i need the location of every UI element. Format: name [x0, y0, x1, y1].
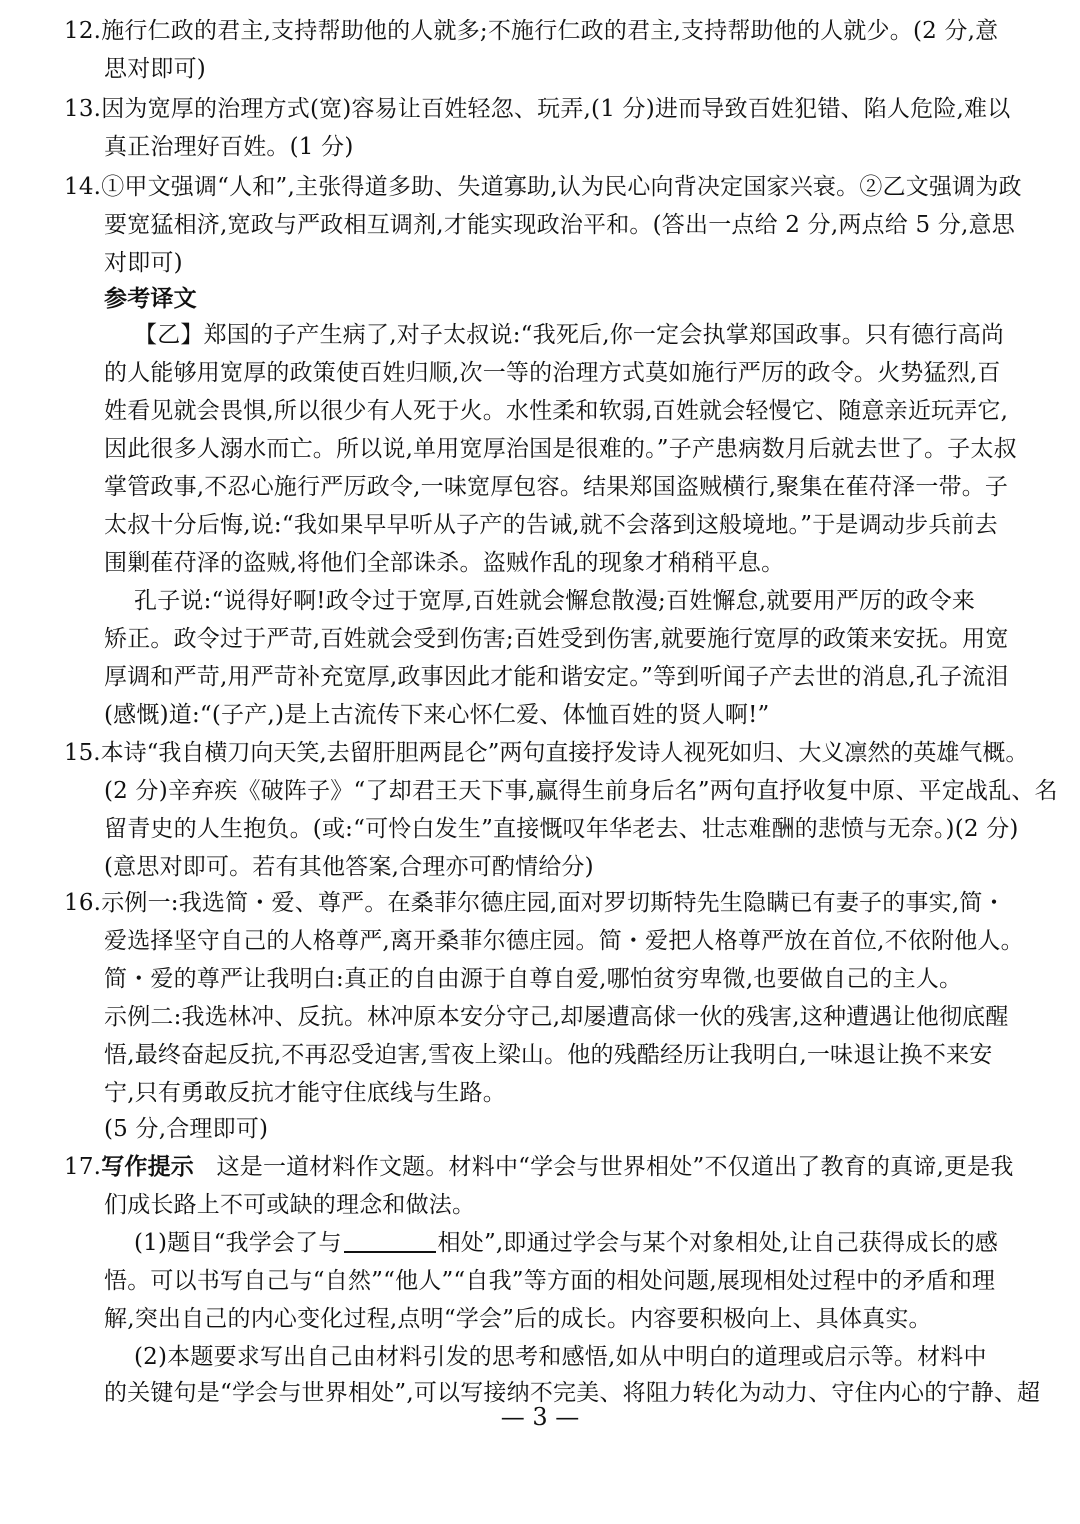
q16-number: 16.: [64, 890, 102, 916]
q17-number: 17.: [64, 1154, 102, 1180]
q16-line-3: 简・爱的尊严让我明白:真正的自由源于自尊自爱,哪怕贫穷卑微,也要做自己的主人。: [104, 966, 963, 992]
q17-line-1: 17.写作提示 这是一道材料作文题。材料中“学会与世界相处”不仅道出了教育的真谛,更是我: [64, 1150, 1072, 1184]
q12-line-2: 思对即可): [104, 56, 206, 82]
translation-p1-line-3: 姓看见就会畏惧,所以很少有人死于火。水性柔和软弱,百姓就会轻慢它、随意亲近玩弄它,: [104, 398, 1009, 424]
fill-in-blank: [344, 1231, 436, 1253]
q17-line-2: 们成长路上不可或缺的理念和做法。: [104, 1192, 476, 1218]
translation-p1-line-2: 的人能够用宽厚的政策使百姓归顺,次一等的治理方式莫如施行严厉的政令。火势猛烈,百: [104, 360, 1001, 386]
q16-line-1: 16.示例一:我选简・爱、尊严。在桑菲尔德庄园,面对罗切斯特先生隐瞒已有妻子的事实,简・: [64, 886, 1072, 920]
q15-line-4: (意思对即可。若有其他答案,合理亦可酌情给分): [104, 854, 594, 880]
q14-number: 14.: [64, 174, 102, 200]
q16-line-5: 悟,最终奋起反抗,不再忍受迫害,雪夜上梁山。他的残酷经历让我明白,一味退让换不来安: [104, 1042, 993, 1068]
translation-p2-line-1: 孔子说:“说得好啊!政令过于宽厚,百姓就会懈怠散漫;百姓懈怠,就要用严厉的政令来: [134, 588, 976, 614]
q15-line-3: 留青史的人生抱负。(或:“可怜白发生”直接慨叹年华老去、壮志难酬的悲愤与无奈。)(2 分): [104, 816, 1019, 842]
q14-line-3: 对即可): [104, 250, 183, 276]
q17-p2-line-1: (2)本题要求写出自己由材料引发的思考和感悟,如从中明白的道理或启示等。材料中: [134, 1344, 987, 1370]
page-number: — 3 —: [500, 1403, 580, 1431]
q16-line-6: 宁,只有勇敢反抗才能守住底线与生路。: [104, 1080, 506, 1106]
q16-line-2: 爱选择坚守自己的人格尊严,离开桑菲尔德庄园。简・爱把人格尊严放在首位,不依附他人。: [104, 928, 1024, 954]
q14-line-1: 14.①甲文强调“人和”,主张得道多助、失道寡助,认为民心向背决定国家兴衰。②乙文强调为政: [64, 170, 1072, 204]
q15-line-2: (2 分)辛弃疾《破阵子》“了却君王天下事,赢得生前身后名”两句直抒收复中原、平定战乱、名: [104, 778, 1058, 804]
translation-p2-line-3: 厚调和严苛,用严苛补充宽厚,政事因此才能和谐安定。”等到听闻子产去世的消息,孔子流泪: [104, 664, 1009, 690]
q14-line-2: 要宽猛相济,宽政与严政相互调剂,才能实现政治平和。(答出一点给 2 分,两点给 5 分,意思: [104, 212, 1015, 238]
q17-label: 写作提示: [101, 1154, 194, 1180]
q17-p1-line-3: 解,突出自己的内心变化过程,点明“学会”后的成长。内容要积极向上、具体真实。: [104, 1306, 932, 1332]
q16-line-4: 示例二:我选林冲、反抗。林冲原本安分守己,却屡遭高俅一伙的残害,这种遭遇让他彻底醒: [104, 1004, 1009, 1030]
translation-p1-line-7: 围剿萑苻泽的盗贼,将他们全部诛杀。盗贼作乱的现象才稍稍平息。: [104, 550, 785, 576]
translation-p1-line-5: 掌管政事,不忍心施行严厉政令,一味宽厚包容。结果郑国盗贼横行,聚集在萑苻泽一带。子: [104, 474, 1009, 500]
q16-line-7: (5 分,合理即可): [104, 1116, 269, 1142]
q12-line-1: 12.施行仁政的君主,支持帮助他的人就多;不施行仁政的君主,支持帮助他的人就少。(2 分,意: [64, 14, 1072, 48]
translation-p1-line-1: 【乙】郑国的子产生病了,对子太叔说:“我死后,你一定会执掌郑国政事。只有德行高尚: [134, 322, 1005, 348]
q15-number: 15.: [64, 740, 101, 766]
q15-line-1: 15.本诗“我自横刀向天笑,去留肝胆两昆仑”两句直接抒发诗人视死如归、大义凛然的英雄气概。: [64, 736, 1072, 770]
q13-line-1: 13.因为宽厚的治理方式(宽)容易让百姓轻忽、玩弄,(1 分)进而导致百姓犯错、陷人危险,难以: [64, 92, 1072, 126]
translation-p1-line-6: 太叔十分后悔,说:“我如果早早听从子产的告诫,就不会落到这般境地。”于是调动步兵前去: [104, 512, 998, 538]
q17-p1-line-2: 悟。可以书写自己与“自然”“他人”“自我”等方面的相处问题,展现相处过程中的矛盾和理: [104, 1268, 996, 1294]
translation-p2-line-4: (感慨)道:“(子产,)是上古流传下来心怀仁爱、体恤百姓的贤人啊!”: [104, 702, 770, 728]
q13-number: 13.: [64, 96, 102, 122]
q12-number: 12.: [64, 18, 102, 44]
q13-line-2: 真正治理好百姓。(1 分): [104, 134, 354, 160]
translation-heading: 参考译文: [104, 286, 197, 312]
q17-p1-line-1: (1)题目“我学会了与 相处”,即通过学会与某个对象相处,让自己获得成长的感: [134, 1230, 999, 1256]
translation-p1-line-4: 因此很多人溺水而亡。所以说,单用宽厚治国是很难的。”子产患病数月后就去世了。子太叔: [104, 436, 1017, 462]
q17-p2-line-2: 的关键句是“学会与世界相处”,可以写接纳不完美、将阻力转化为动力、守住内心的宁静、超: [104, 1380, 1041, 1406]
translation-p2-line-2: 矫正。政令过于严苛,百姓就会受到伤害;百姓受到伤害,就要施行宽厚的政策来安抚。用宽: [104, 626, 1009, 652]
